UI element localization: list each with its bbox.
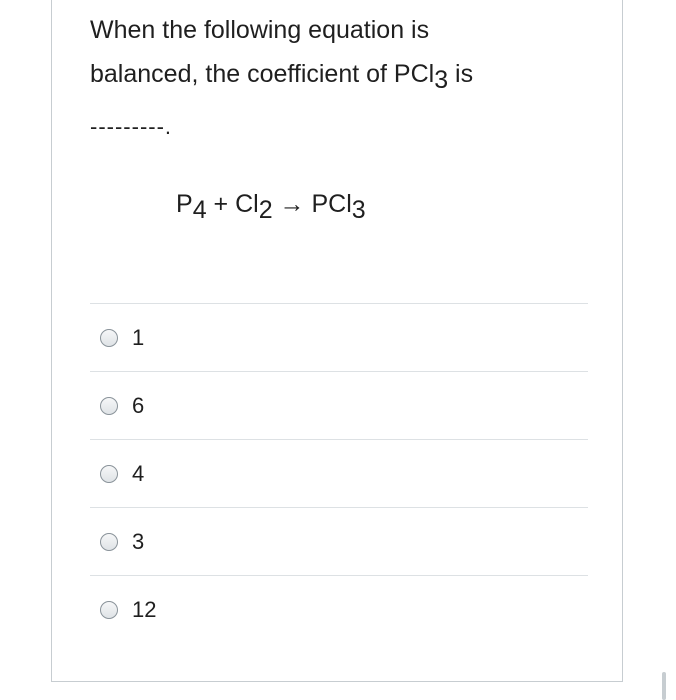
equation-plus-cl: + Cl — [206, 190, 259, 218]
question-line-1: When the following equation is — [90, 16, 430, 44]
radio-button[interactable] — [100, 601, 118, 619]
answer-list — [90, 303, 588, 643]
question-line-2-suffix: is — [448, 60, 474, 88]
chemical-equation — [176, 190, 366, 224]
radio-button[interactable] — [100, 397, 118, 415]
question-line-2-subscript: 3 — [434, 66, 449, 94]
answer-option-4[interactable] — [90, 507, 588, 575]
question-line-2-prefix: balanced, the coefficient of PCl — [90, 60, 435, 88]
answer-label: 4 — [132, 460, 145, 486]
answer-label: 1 — [132, 324, 145, 350]
equation-pcl-subscript: 3 — [351, 196, 366, 224]
answer-blank: ---------. — [90, 114, 173, 139]
radio-button[interactable] — [100, 329, 118, 347]
answer-option-2[interactable] — [90, 371, 588, 439]
equation-arrow-pcl: → PCl — [272, 190, 352, 218]
equation-cl-subscript: 2 — [258, 196, 273, 224]
answer-option-1[interactable] — [90, 303, 588, 371]
question-line-2 — [90, 52, 590, 96]
answer-label: 12 — [132, 596, 157, 622]
question-card — [51, 0, 623, 682]
question-text — [90, 8, 590, 96]
answer-label: 3 — [132, 528, 145, 554]
equation-p-subscript: 4 — [192, 196, 207, 224]
answer-option-5[interactable] — [90, 575, 588, 643]
equation-p: P — [176, 190, 193, 218]
answer-label: 6 — [132, 392, 145, 418]
radio-button[interactable] — [100, 533, 118, 551]
answer-option-3[interactable] — [90, 439, 588, 507]
radio-button[interactable] — [100, 465, 118, 483]
scrollbar-thumb[interactable] — [662, 672, 666, 700]
